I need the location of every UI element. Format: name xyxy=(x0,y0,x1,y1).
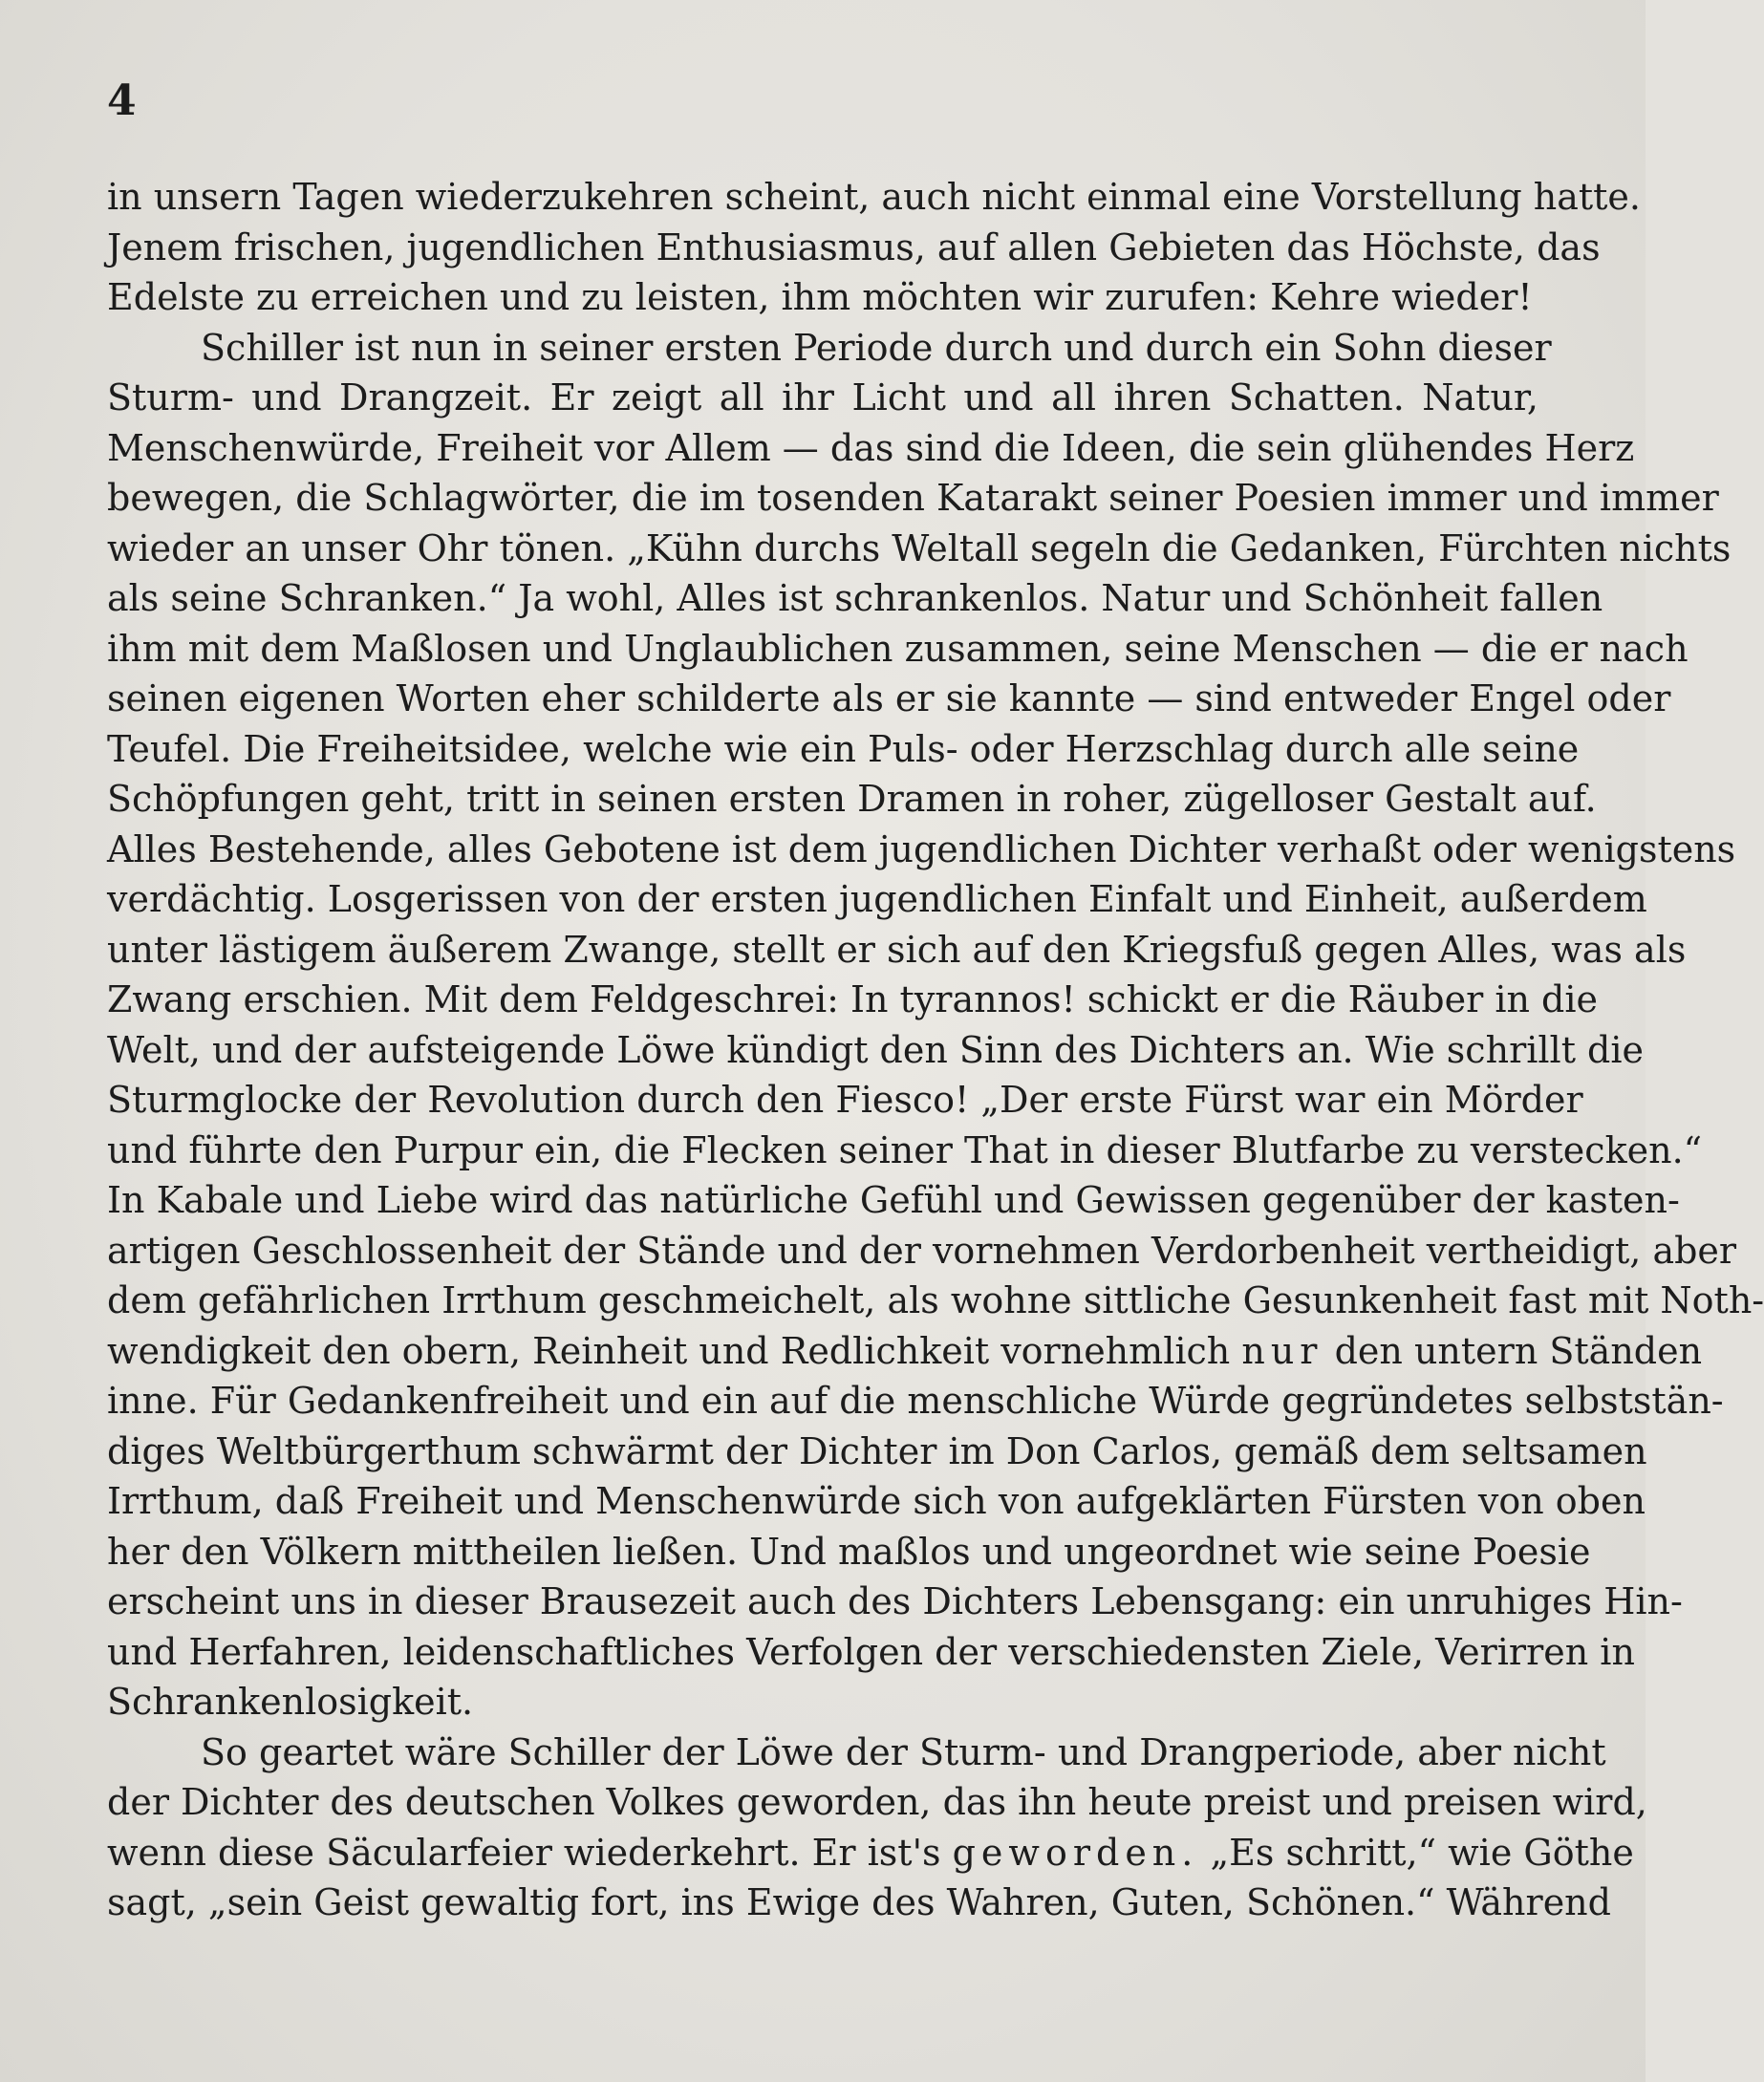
text-line: verdächtig. Losgerissen von der ersten jugendlichen Einfalt und Einheit, außerdem xyxy=(107,878,1647,920)
text-line: diges Weltbürgerthum schwärmt der Dichter im Don Carlos, gemäß dem seltsamen xyxy=(107,1429,1647,1472)
text-line: wieder an unser Ohr tönen. „Kühn durchs Weltall segeln die Gedanken, Fürchten nichts xyxy=(107,526,1732,569)
emphasized-word: nur xyxy=(1241,1329,1323,1372)
text-line: Welt, und der aufsteigende Löwe kündigt den Sinn des Dichters an. Wie schrillt die xyxy=(107,1028,1645,1071)
text-line: Schöpfungen geht, tritt in seinen ersten Dramen in roher, zügelloser Gestalt auf. xyxy=(107,778,1597,820)
text-line: Irrthum, daß Freiheit und Menschenwürde sich von aufgeklärten Fürsten von oben xyxy=(107,1480,1646,1522)
paragraph-start-line: Schiller ist nun in seiner ersten Periode durch und durch ein Sohn dieser xyxy=(201,326,1552,369)
emphasized-word: geworden. xyxy=(952,1831,1199,1874)
text-line: Zwang erschien. Mit dem Feldgeschrei: In tyrannos! schickt er die Räuber in die xyxy=(107,978,1598,1020)
text-line: Teufel. Die Freiheitsidee, welche wie ein Puls- oder Herzschlag durch alle seine xyxy=(107,727,1580,770)
text-line: seinen eigenen Worten eher schilderte als er sie kannte — sind entweder Engel oder xyxy=(107,677,1671,719)
text-line: der Dichter des deutschen Volkes geworden, das ihn heute preist und preisen wird, xyxy=(107,1781,1647,1823)
text-line: und Herfahren, leidenschaftliches Verfolgen der verschiedensten Ziele, Verirren in xyxy=(107,1630,1635,1673)
text-line: als seine Schranken.“ Ja wohl, Alles ist schrankenlos. Natur und Schönheit fallen xyxy=(107,577,1603,619)
text-line: Schrankenlosigkeit. xyxy=(107,1681,474,1723)
text-line: Jenem frischen, jugendlichen Enthusiasmus, auf allen Gebieten das Höchste, das xyxy=(107,225,1601,268)
text-line xyxy=(107,1828,1634,1878)
text-segment: wendigkeit den obern, Reinheit und Redlichkeit vornehmlich xyxy=(107,1329,1231,1372)
text-line: ihm mit dem Maßlosen und Unglaublichen zusammen, seine Menschen — die er nach xyxy=(107,627,1689,670)
text-line xyxy=(107,1326,1703,1377)
text-segment: „Es schritt,“ wie Göthe xyxy=(1210,1831,1634,1874)
text-line: Sturm- und Drangzeit. Er zeigt all ihr Licht und all ihren Schatten. Natur, xyxy=(107,376,1538,419)
text-line: erscheint uns in dieser Brausezeit auch des Dichters Lebensgang: ein unruhiges Hin- xyxy=(107,1580,1683,1622)
text-line: sagt, „sein Geist gewaltig fort, ins Ewige des Wahren, Guten, Schönen.“ Während xyxy=(107,1881,1611,1923)
text-line: Alles Bestehende, alles Gebotene ist dem jugendlichen Dichter verhaßt oder wenigstens xyxy=(107,827,1736,870)
body-text xyxy=(107,172,1764,1928)
text-line: dem gefährlichen Irrthum geschmeichelt, als wohne sittliche Gesunkenheit fast mit Noth- xyxy=(107,1279,1764,1321)
text-line: Edelste zu erreichen und zu leisten, ihm möchten wir zurufen: Kehre wieder! xyxy=(107,276,1533,318)
text-line: artigen Geschlossenheit der Stände und der vornehmen Verdorbenheit vertheidigt, aber xyxy=(107,1229,1737,1272)
text-line: in unsern Tagen wiederzukehren scheint, auch nicht einmal eine Vorstellung hatte. xyxy=(107,176,1641,218)
text-line: inne. Für Gedankenfreiheit und ein auf die menschliche Würde gegründetes selbststän- xyxy=(107,1380,1724,1422)
text-line: bewegen, die Schlagwörter, die im tosenden Katarakt seiner Poesien immer und immer xyxy=(107,477,1719,519)
text-line: Menschenwürde, Freiheit vor Allem — das sind die Ideen, die sein glühendes Herz xyxy=(107,426,1635,469)
text-line: In Kabale und Liebe wird das natürliche Gefühl und Gewissen gegenüber der kasten- xyxy=(107,1179,1680,1221)
text-line: unter lästigem äußerem Zwange, stellt er sich auf den Kriegsfuß gegen Alles, was als xyxy=(107,928,1687,971)
text-line: und führte den Purpur ein, die Flecken seiner That in dieser Blutfarbe zu verstecken.“ xyxy=(107,1128,1703,1171)
text-line: Sturmglocke der Revolution durch den Fiesco! „Der erste Fürst war ein Mörder xyxy=(107,1079,1583,1121)
text-line: her den Völkern mittheilen ließen. Und maßlos und ungeordnet wie seine Poesie xyxy=(107,1530,1591,1573)
page-number: 4 xyxy=(107,76,137,125)
text-segment: den untern Ständen xyxy=(1334,1329,1703,1372)
paragraph-start-line: So geartet wäre Schiller der Löwe der Sturm- und Drangperiode, aber nicht xyxy=(201,1730,1606,1773)
text-segment: wenn diese Säcularfeier wiederkehrt. Er ist's xyxy=(107,1831,941,1874)
